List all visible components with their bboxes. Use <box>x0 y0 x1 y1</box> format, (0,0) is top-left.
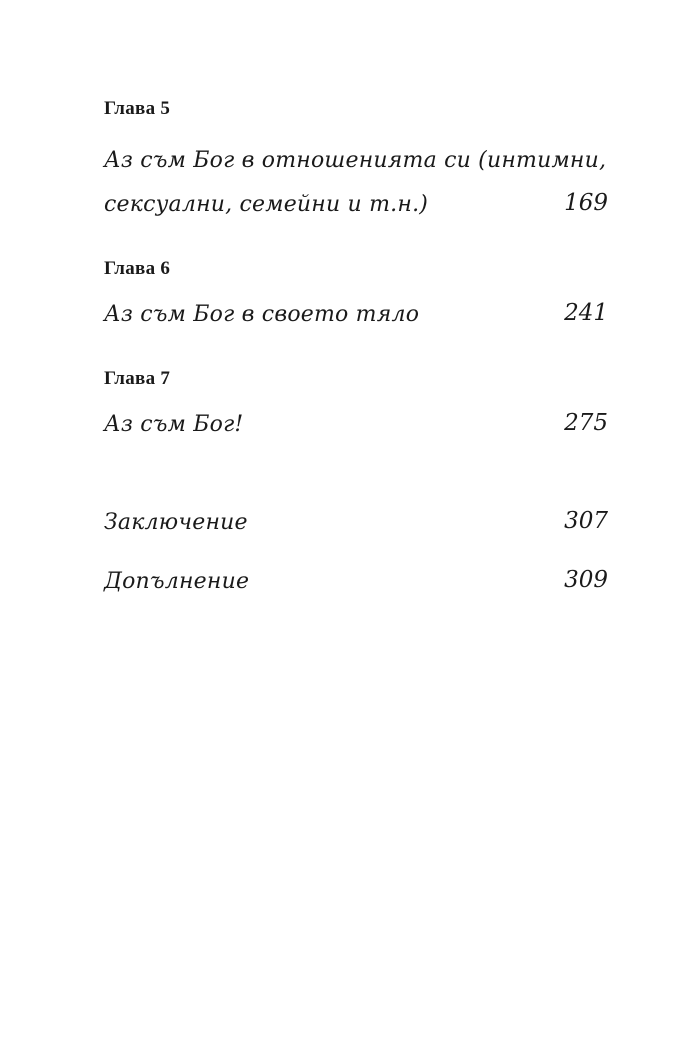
appendix-title: Допълнение <box>104 569 250 594</box>
chapter-6-label: Глава 6 <box>104 258 171 279</box>
conclusion-title: Заключение <box>104 510 248 535</box>
appendix-page-number: 309 <box>564 567 608 593</box>
chapter-5-title-line-2: сексуални, семейни и т.н.) <box>104 192 429 217</box>
chapter-6-page-number: 241 <box>564 300 608 326</box>
conclusion-page-number: 307 <box>564 508 608 534</box>
chapter-6-title: Аз съм Бог в своето тяло <box>104 302 420 327</box>
chapter-5-title-line-1: Аз съм Бог в отношенията си (интимни, <box>104 148 607 173</box>
chapter-5-label: Глава 5 <box>104 98 171 119</box>
chapter-7-title: Аз съм Бог! <box>104 412 244 437</box>
chapter-5-page-number: 169 <box>564 190 608 216</box>
chapter-7-page-number: 275 <box>564 410 608 436</box>
chapter-7-label: Глава 7 <box>104 368 171 389</box>
